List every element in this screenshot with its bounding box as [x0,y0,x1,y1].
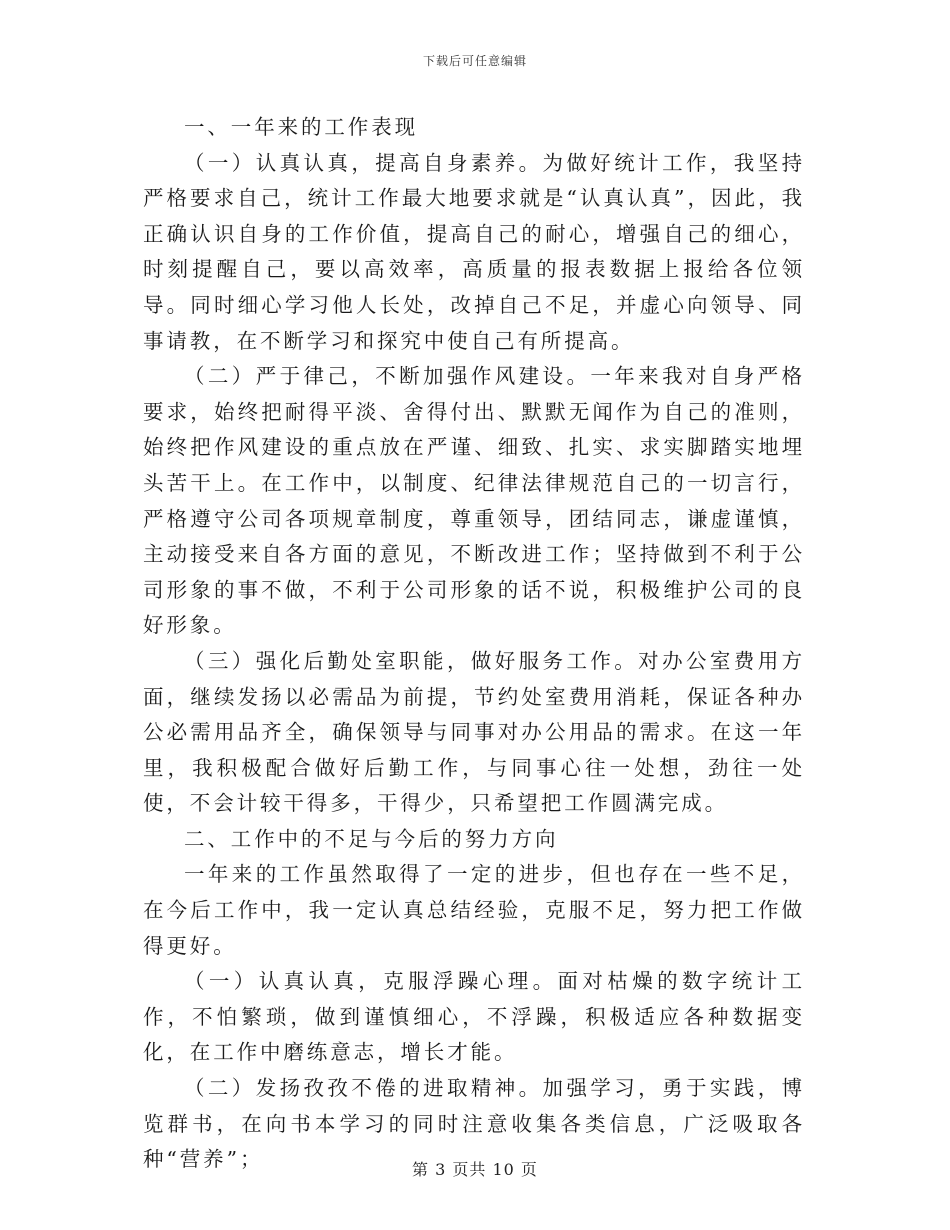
section-heading-1: 一、一年来的工作表现 [184,115,418,139]
paragraph-item-1: （一）认真认真，提高自身素养。为做好统计工作，我坚持严格要求自己，统计工作最大地要求就是“认真认真”，因此，我正确认识自身的工作价值，提高自己的耐心，增强自己的细心，时刻提醒自己，要以高效率，高质量的报表数据上报给各位领导。同时细心学习他人长处，改掉自己不足，并虚心向领导、同事请教，在不断学习和探究中使自己有所提高。 [143,150,805,353]
section-heading-2: 二、工作中的不足与今后的努力方向 [184,826,559,851]
paragraph-item-3: （三）强化后勤处室职能，做好服务工作。对办公室费用方面，继续发扬以必需品为前提，节约处室费用消耗，保证各种办公必需用品齐全，确保领导与同事对办公用品的需求。在这一年里，我积极配合做好后勤工作，与同事心往一处想，劲往一处使，不会计较干得多，干得少，只希望把工作圆满完成。 [143,648,805,816]
page-header: 下载后可任意编辑 [422,54,527,68]
section-intro-paragraph: 一年来的工作虽然取得了一定的进步，但也存在一些不足，在今后工作中，我一定认真总结经验，克服不足，努力把工作做得更好。 [143,862,805,958]
page-number-footer: 第 3 页共 10 页 [412,1160,538,1179]
paragraph-item-4: （一）认真认真，克服浮躁心理。面对枯燥的数字统计工作，不怕繁琐，做到谨慎细心，不浮躁，积极适应各种数据变化，在工作中磨练意志，增长才能。 [143,969,805,1065]
paragraph-item-5: （二）发扬孜孜不倦的进取精神。加强学习，勇于实践，博览群书，在向书本学习的同时注意收集各类信息，广泛吸取各种“营养”； [143,1076,805,1172]
document-body [143,110,805,1178]
paragraph-item-2: （二）严于律己，不断加强作风建设。一年来我对自身严格要求，始终把耐得平淡、舍得付出、默默无闻作为自己的准则，始终把作风建设的重点放在严谨、细致、扎实、求实脚踏实地埋头苦干上。在工作中，以制度、纪律法律规范自己的一切言行，严格遵守公司各项规章制度，尊重领导，团结同志，谦虚谨慎，主动接受来自各方面的意见，不断改进工作；坚持做到不利于公司形象的事不做，不利于公司形象的话不说，积极维护公司的良好形象。 [143,364,805,638]
